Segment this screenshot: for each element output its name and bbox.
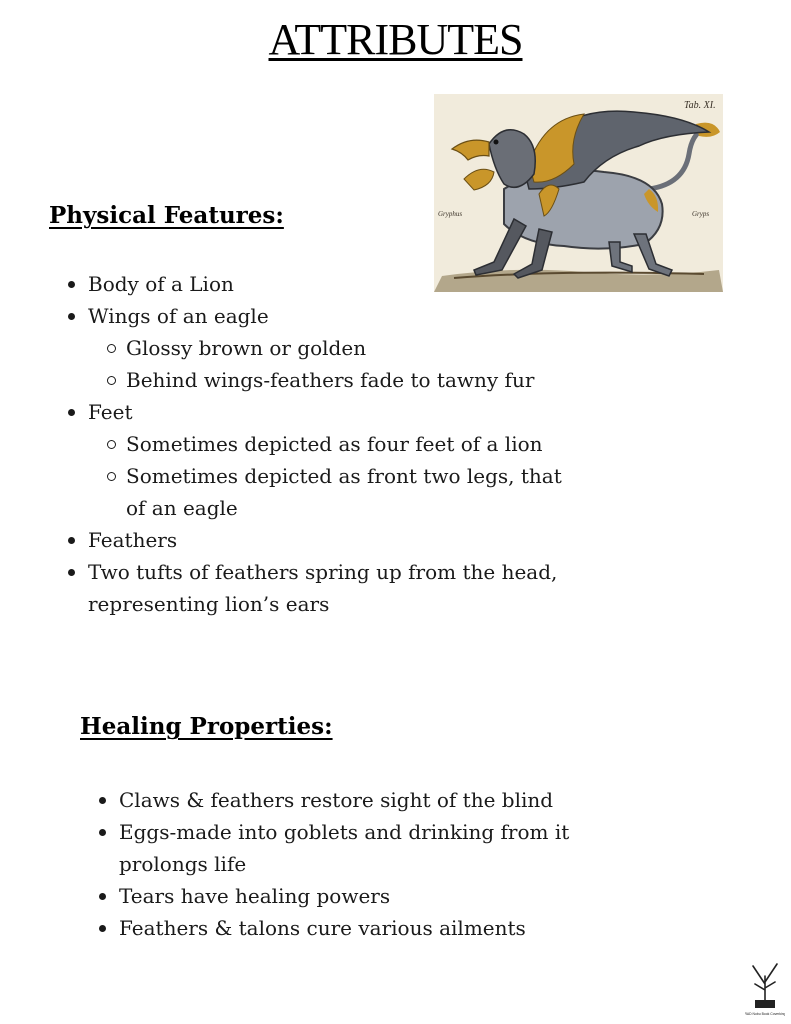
plate-label: Tab. XI.: [684, 100, 716, 111]
page-title: ATTRIBUTES: [268, 15, 523, 64]
list-item: Claws & feathers restore sight of the blind: [119, 784, 589, 816]
physical-features-heading: Physical Features:: [49, 202, 284, 229]
healing-properties-heading: Healing Properties:: [80, 713, 333, 740]
list-item: Wings of an eagle Glossy brown or golden Behind wings-feathers fade to tawny fur: [88, 300, 568, 396]
sub-list: [88, 428, 568, 524]
logo-text: RAD Nobu Book Coverking: [745, 1012, 785, 1016]
sub-list: [88, 332, 568, 396]
list-item: Two tufts of feathers spring up from the head, representing lion’s ears: [88, 556, 568, 620]
healing-properties-list: [119, 784, 589, 944]
sub-list-item: Glossy brown or golden: [126, 332, 568, 364]
right-caption: Gryps: [692, 210, 710, 218]
left-caption: Gryphus: [438, 210, 463, 218]
brand-logo: [745, 958, 785, 1018]
sub-list-item: Behind wings-feathers fade to tawny fur: [126, 364, 568, 396]
physical-features-list: [88, 268, 568, 620]
list-item: Tears have healing powers: [119, 880, 589, 912]
list-item: Feathers: [88, 524, 568, 556]
list-item: Feathers & talons cure various ailments: [119, 912, 589, 944]
list-item: Body of a Lion: [88, 268, 568, 300]
griffin-image: [434, 94, 723, 292]
list-item: Eggs-made into goblets and drinking from it prolongs life: [119, 816, 589, 880]
list-item: Feet Sometimes depicted as four feet of a lion Sometimes depicted as front two legs, that of an eagle: [88, 396, 568, 524]
sub-list-item: Sometimes depicted as front two legs, that of an eagle: [126, 460, 568, 524]
sub-list-item: Sometimes depicted as four feet of a lion: [126, 428, 568, 460]
